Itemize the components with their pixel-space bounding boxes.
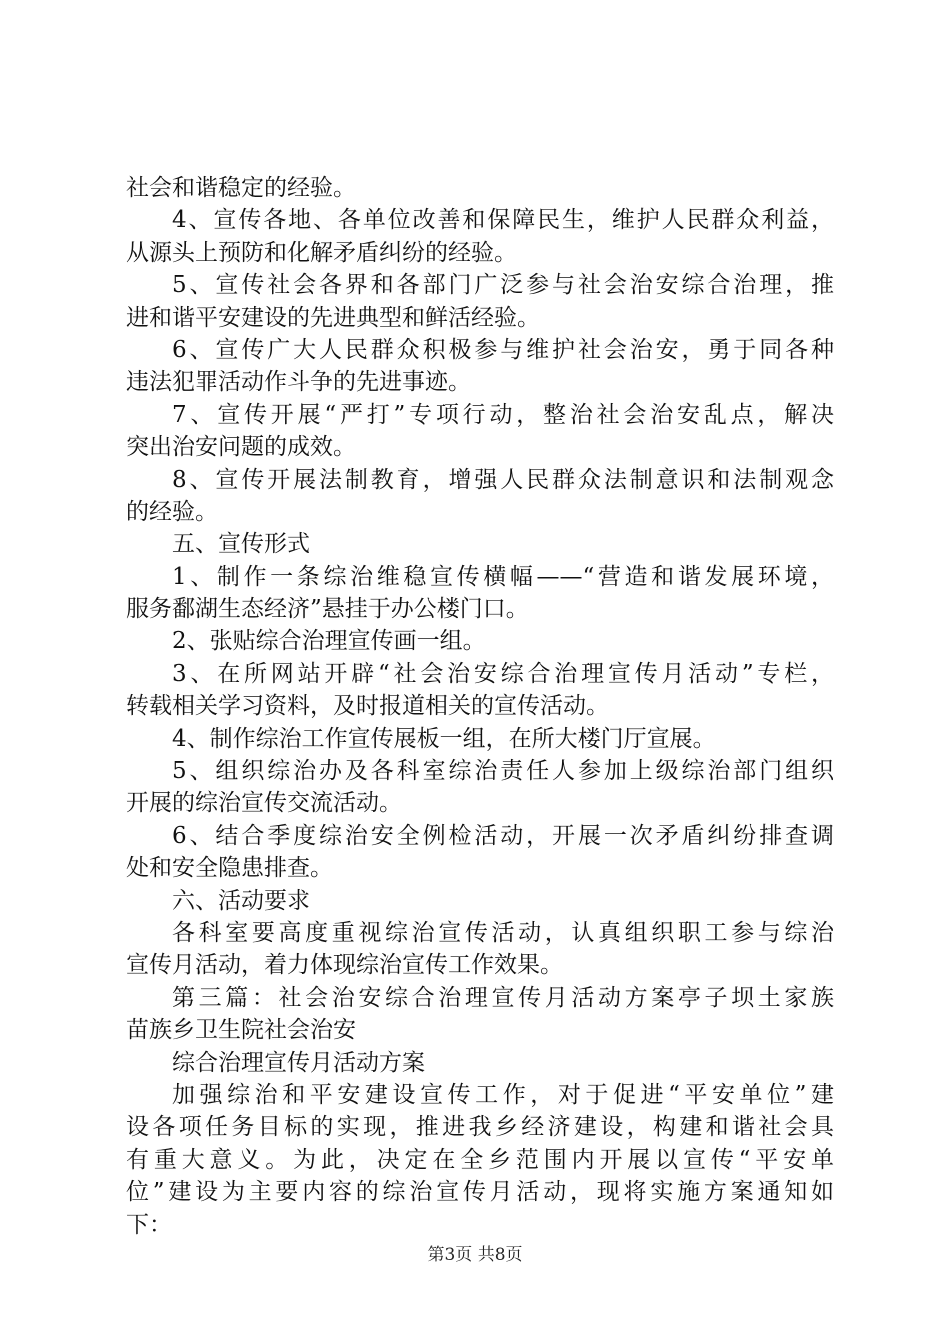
text-line: 2、张贴综合治理宣传画一组。 (172, 628, 486, 655)
text-line: 有重大意义。为此，决定在全乡范围内开展以宣传“平安单 (126, 1146, 834, 1173)
text-line: 转载相关学习资料，及时报道相关的宣传活动。 (126, 693, 609, 720)
text-line: 违法犯罪活动作斗争的先进事迹。 (126, 369, 471, 396)
document-body (126, 172, 834, 1241)
text-line: 综合治理宣传月活动方案 (172, 1049, 425, 1076)
text-line: 突出治安问题的成效。 (126, 434, 356, 461)
text-line: 位”建设为主要内容的综治宣传月活动，现将实施方案通知如 (126, 1179, 834, 1206)
text-line: 社会和谐稳定的经验。 (126, 175, 356, 201)
text-line: 下： (126, 1211, 172, 1238)
text-line: 3、在所网站开辟“社会治安综合治理宣传月活动”专栏， (172, 660, 834, 687)
text-line: 加强综治和平安建设宣传工作，对于促进“平安单位”建 (172, 1081, 834, 1108)
text-line: 6、结合季度综治安全例检活动，开展一次矛盾纠纷排查调 (172, 822, 834, 849)
text-line: 从源头上预防和化解矛盾纠纷的经验。 (126, 239, 517, 266)
text-line: 宣传月活动，着力体现综治宣传工作效果。 (126, 952, 563, 979)
text-line: 7、宣传开展“严打”专项行动，整治社会治安乱点，解决 (172, 401, 834, 428)
text-line: 苗族乡卫生院社会治安 (126, 1017, 356, 1044)
text-line: 各科室要高度重视综治宣传活动，认真组织职工参与综治 (172, 919, 834, 946)
text-line: 8、宣传开展法制教育，增强人民群众法制意识和法制观念 (172, 466, 834, 493)
page-footer: 第3页 共8页 (427, 1245, 523, 1265)
text-line: 5、宣传社会各界和各部门广泛参与社会治安综合治理，推 (172, 272, 834, 299)
text-line: 进和谐平安建设的先进典型和鲜活经验。 (126, 304, 540, 331)
text-line: 服务鄱湖生态经济”悬挂于办公楼门口。 (126, 596, 529, 623)
text-line: 6、宣传广大人民群众积极参与维护社会治安，勇于同各种 (172, 336, 834, 363)
text-line: 六、活动要求 (172, 887, 310, 914)
text-line: 处和安全隐患排查。 (126, 855, 333, 882)
text-line: 5、组织综治办及各科室综治责任人参加上级综治部门组织 (172, 758, 834, 785)
text-line: 设各项任务目标的实现，推进我乡经济建设，构建和谐社会具 (126, 1114, 834, 1141)
text-line: 五、宣传形式 (172, 531, 310, 558)
text-line: 第三篇：社会治安综合治理宣传月活动方案亭子坝土家族 (172, 984, 834, 1011)
text-line: 的经验。 (126, 498, 218, 525)
text-line: 4、制作综治工作宣传展板一组，在所大楼门厅宣展。 (172, 725, 716, 752)
text-line: 1、制作一条综治维稳宣传横幅——“营造和谐发展环境， (172, 563, 834, 590)
text-line: 开展的综治宣传交流活动。 (126, 790, 402, 817)
text-line: 4、宣传各地、各单位改善和保障民生，维护人民群众利益， (172, 207, 834, 234)
